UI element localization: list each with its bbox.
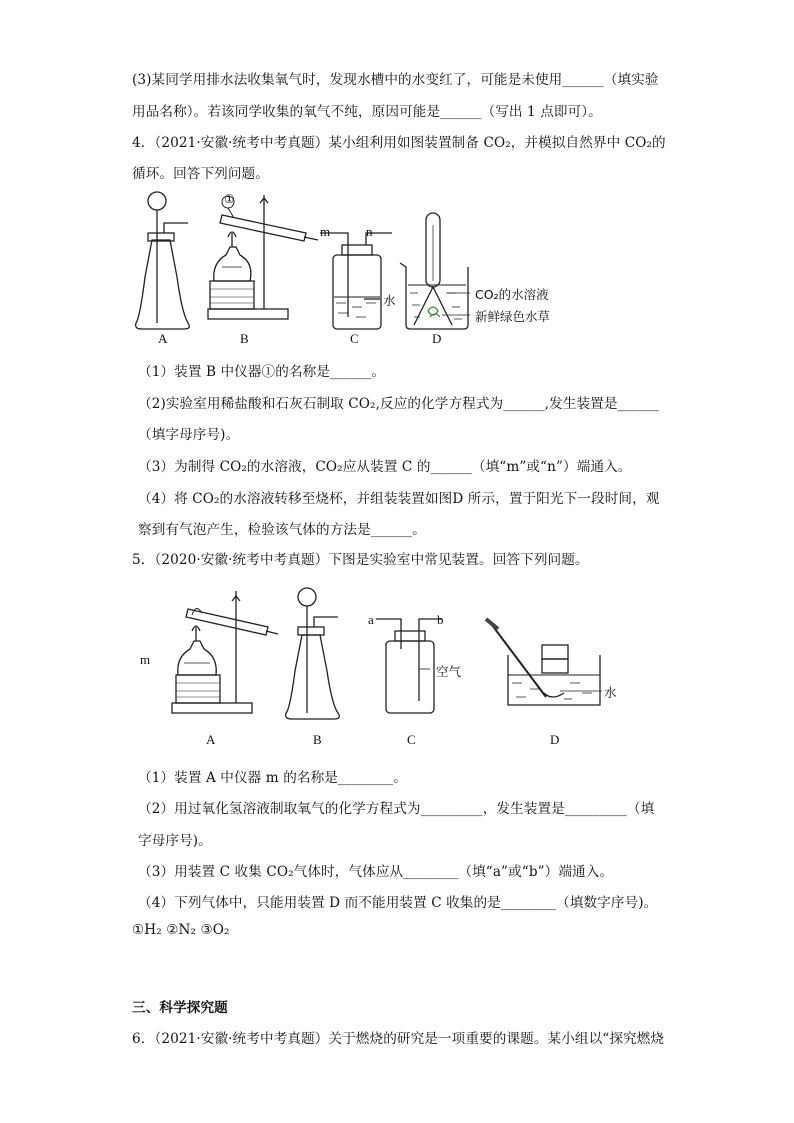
q4-sub-2a: （2)实验室用稀盐酸和石灰石制取 CO₂,反应的化学方程式为______,发生装置是______ — [138, 396, 659, 412]
q4-flask-a — [136, 192, 190, 329]
q4-apparatus-figure — [130, 185, 600, 350]
q4-label-co2-solution: CO₂的水溶液 — [475, 287, 549, 302]
q5-cap-c: C — [407, 732, 416, 747]
q5-heating-a — [172, 591, 278, 713]
q5-cap-d: D — [550, 732, 560, 747]
q3-line-2: 用品名称）。若该同学收集的氧气不纯，原因可能是______（写出 1 点即可）。 — [132, 104, 602, 120]
q5-cap-a: A — [206, 732, 216, 747]
q4-label-water: 水 — [383, 293, 396, 308]
q5-flask-b — [286, 588, 340, 719]
q6-stem: 6．（2021·安徽·统考中考真题）关于燃烧的研究是一项重要的课题。某小组以“探究燃烧 — [132, 1031, 665, 1047]
q5-cap-b: B — [313, 732, 322, 747]
q5-bottle-c — [376, 619, 442, 713]
q4-label-m: m — [320, 224, 331, 239]
q4-sub-4b: 察到有气泡产生，检验该气体的方法是______。 — [138, 522, 426, 538]
q5-stem: 5．（2020·安徽·统考中考真题）下图是实验室中常见装置。回答下列问题。 — [132, 552, 589, 568]
q4-cap-c: C — [350, 331, 359, 346]
q4-sub-4a: （4）将 CO₂的水溶液转移至烧杯，并组装装置如图D 所示，置于阳光下一段时间，观 — [138, 491, 660, 507]
q5-sub-4: （4）下列气体中，只能用装置 D 而不能用装置 C 收集的是________（填数字序号)。 — [138, 895, 658, 911]
q4-cap-b: B — [240, 331, 249, 346]
q4-cap-a: A — [158, 331, 168, 346]
q5-sub-2a: （2）用过氧化氢溶液制取氧气的化学方程式为_________，发生装置是_________（填 — [138, 801, 655, 817]
q5-label-a: a — [368, 612, 374, 627]
q3-line-1: (3)某同学用排水法收集氧气时，发现水槽中的水变红了，可能是未使用______（填实验 — [132, 72, 659, 88]
q4-sub-3: （3）为制得 CO₂的水溶液，CO₂应从装置 C 的______（填“m”或“n”）端通入。 — [138, 459, 632, 475]
q4-cap-d: D — [432, 331, 442, 346]
q4-stem-2: 循环。回答下列问题。 — [132, 166, 269, 182]
q4-heating-b — [208, 195, 318, 319]
q4-bottle-c — [320, 233, 392, 329]
q4-label-n: n — [366, 224, 373, 239]
q5-label-water: 水 — [604, 685, 617, 700]
q5-label-m: m — [140, 652, 151, 667]
q4-label-plant: 新鲜绿色水草 — [475, 309, 551, 324]
q4-stem-1: 4．（2021·安徽·统考中考真题）某小组利用如图装置制备 CO₂，并模拟自然界中 CO₂的 — [132, 135, 666, 151]
q5-sub-3: （3）用装置 C 收集 CO₂气体时，气体应从________（填“a”或“b”）端通入。 — [138, 864, 614, 880]
q5-sub-1: （1）装置 A 中仪器 m 的名称是________。 — [138, 770, 407, 786]
q4-beaker-d — [400, 213, 470, 329]
q5-label-air: 空气 — [436, 664, 462, 679]
q5-trough-d — [486, 619, 602, 705]
q5-sub-2b: 字母序号)。 — [138, 833, 212, 849]
q4-sub-1: （1）装置 B 中仪器①的名称是______。 — [138, 364, 386, 380]
q4-circled-one: ① — [224, 192, 235, 206]
q4-sub-2b: （填字母序号)。 — [138, 427, 240, 443]
q5-apparatus-figure — [140, 585, 620, 720]
q5-options: ①H₂ ②N₂ ③O₂ — [132, 922, 230, 938]
q5-label-b: b — [437, 612, 444, 627]
section-title: 三、科学探究题 — [132, 1000, 228, 1016]
